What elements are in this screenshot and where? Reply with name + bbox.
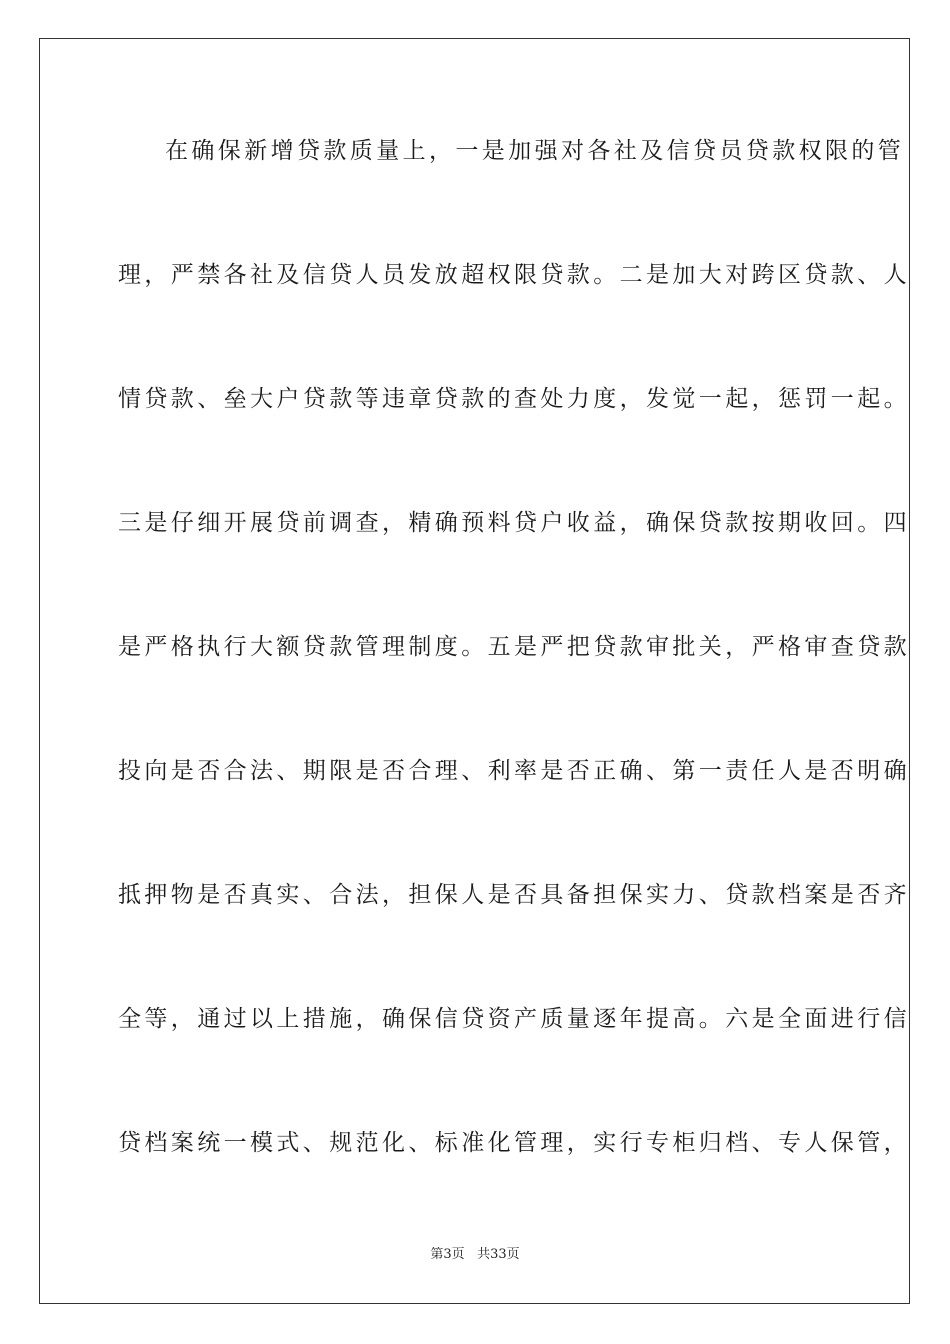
paragraph-line-1: 在确保新增贷款质量上，一是加强对各社及信贷员贷款权限的管 (165, 138, 905, 164)
paragraph-line-8: 全等，通过以上措施，确保信贷资产质量逐年提高。六是全面进行信 (118, 1006, 910, 1032)
paragraph-line-3: 情贷款、垒大户贷款等违章贷款的查处力度，发觉一起，惩罚一起。 (118, 386, 910, 412)
page-footer (0, 1246, 950, 1264)
page-number-total: 共33页 (477, 1247, 520, 1262)
paragraph-line-4: 三是仔细开展贷前调查，精确预料贷户收益，确保贷款按期收回。四 (118, 510, 910, 536)
paragraph-line-9: 贷档案统一模式、规范化、标准化管理，实行专柜归档、专人保管， (118, 1130, 910, 1156)
page-number-current: 第3页 (430, 1247, 465, 1262)
paragraph-line-2: 理，严禁各社及信贷人员发放超权限贷款。二是加大对跨区贷款、人 (118, 262, 910, 288)
page-frame (39, 38, 910, 1304)
paragraph-line-5: 是严格执行大额贷款管理制度。五是严把贷款审批关，严格审查贷款 (118, 634, 910, 660)
paragraph-line-7: 抵押物是否真实、合法，担保人是否具备担保实力、贷款档案是否齐 (118, 882, 910, 908)
paragraph-line-6: 投向是否合法、期限是否合理、利率是否正确、第一责任人是否明确 (118, 758, 910, 784)
